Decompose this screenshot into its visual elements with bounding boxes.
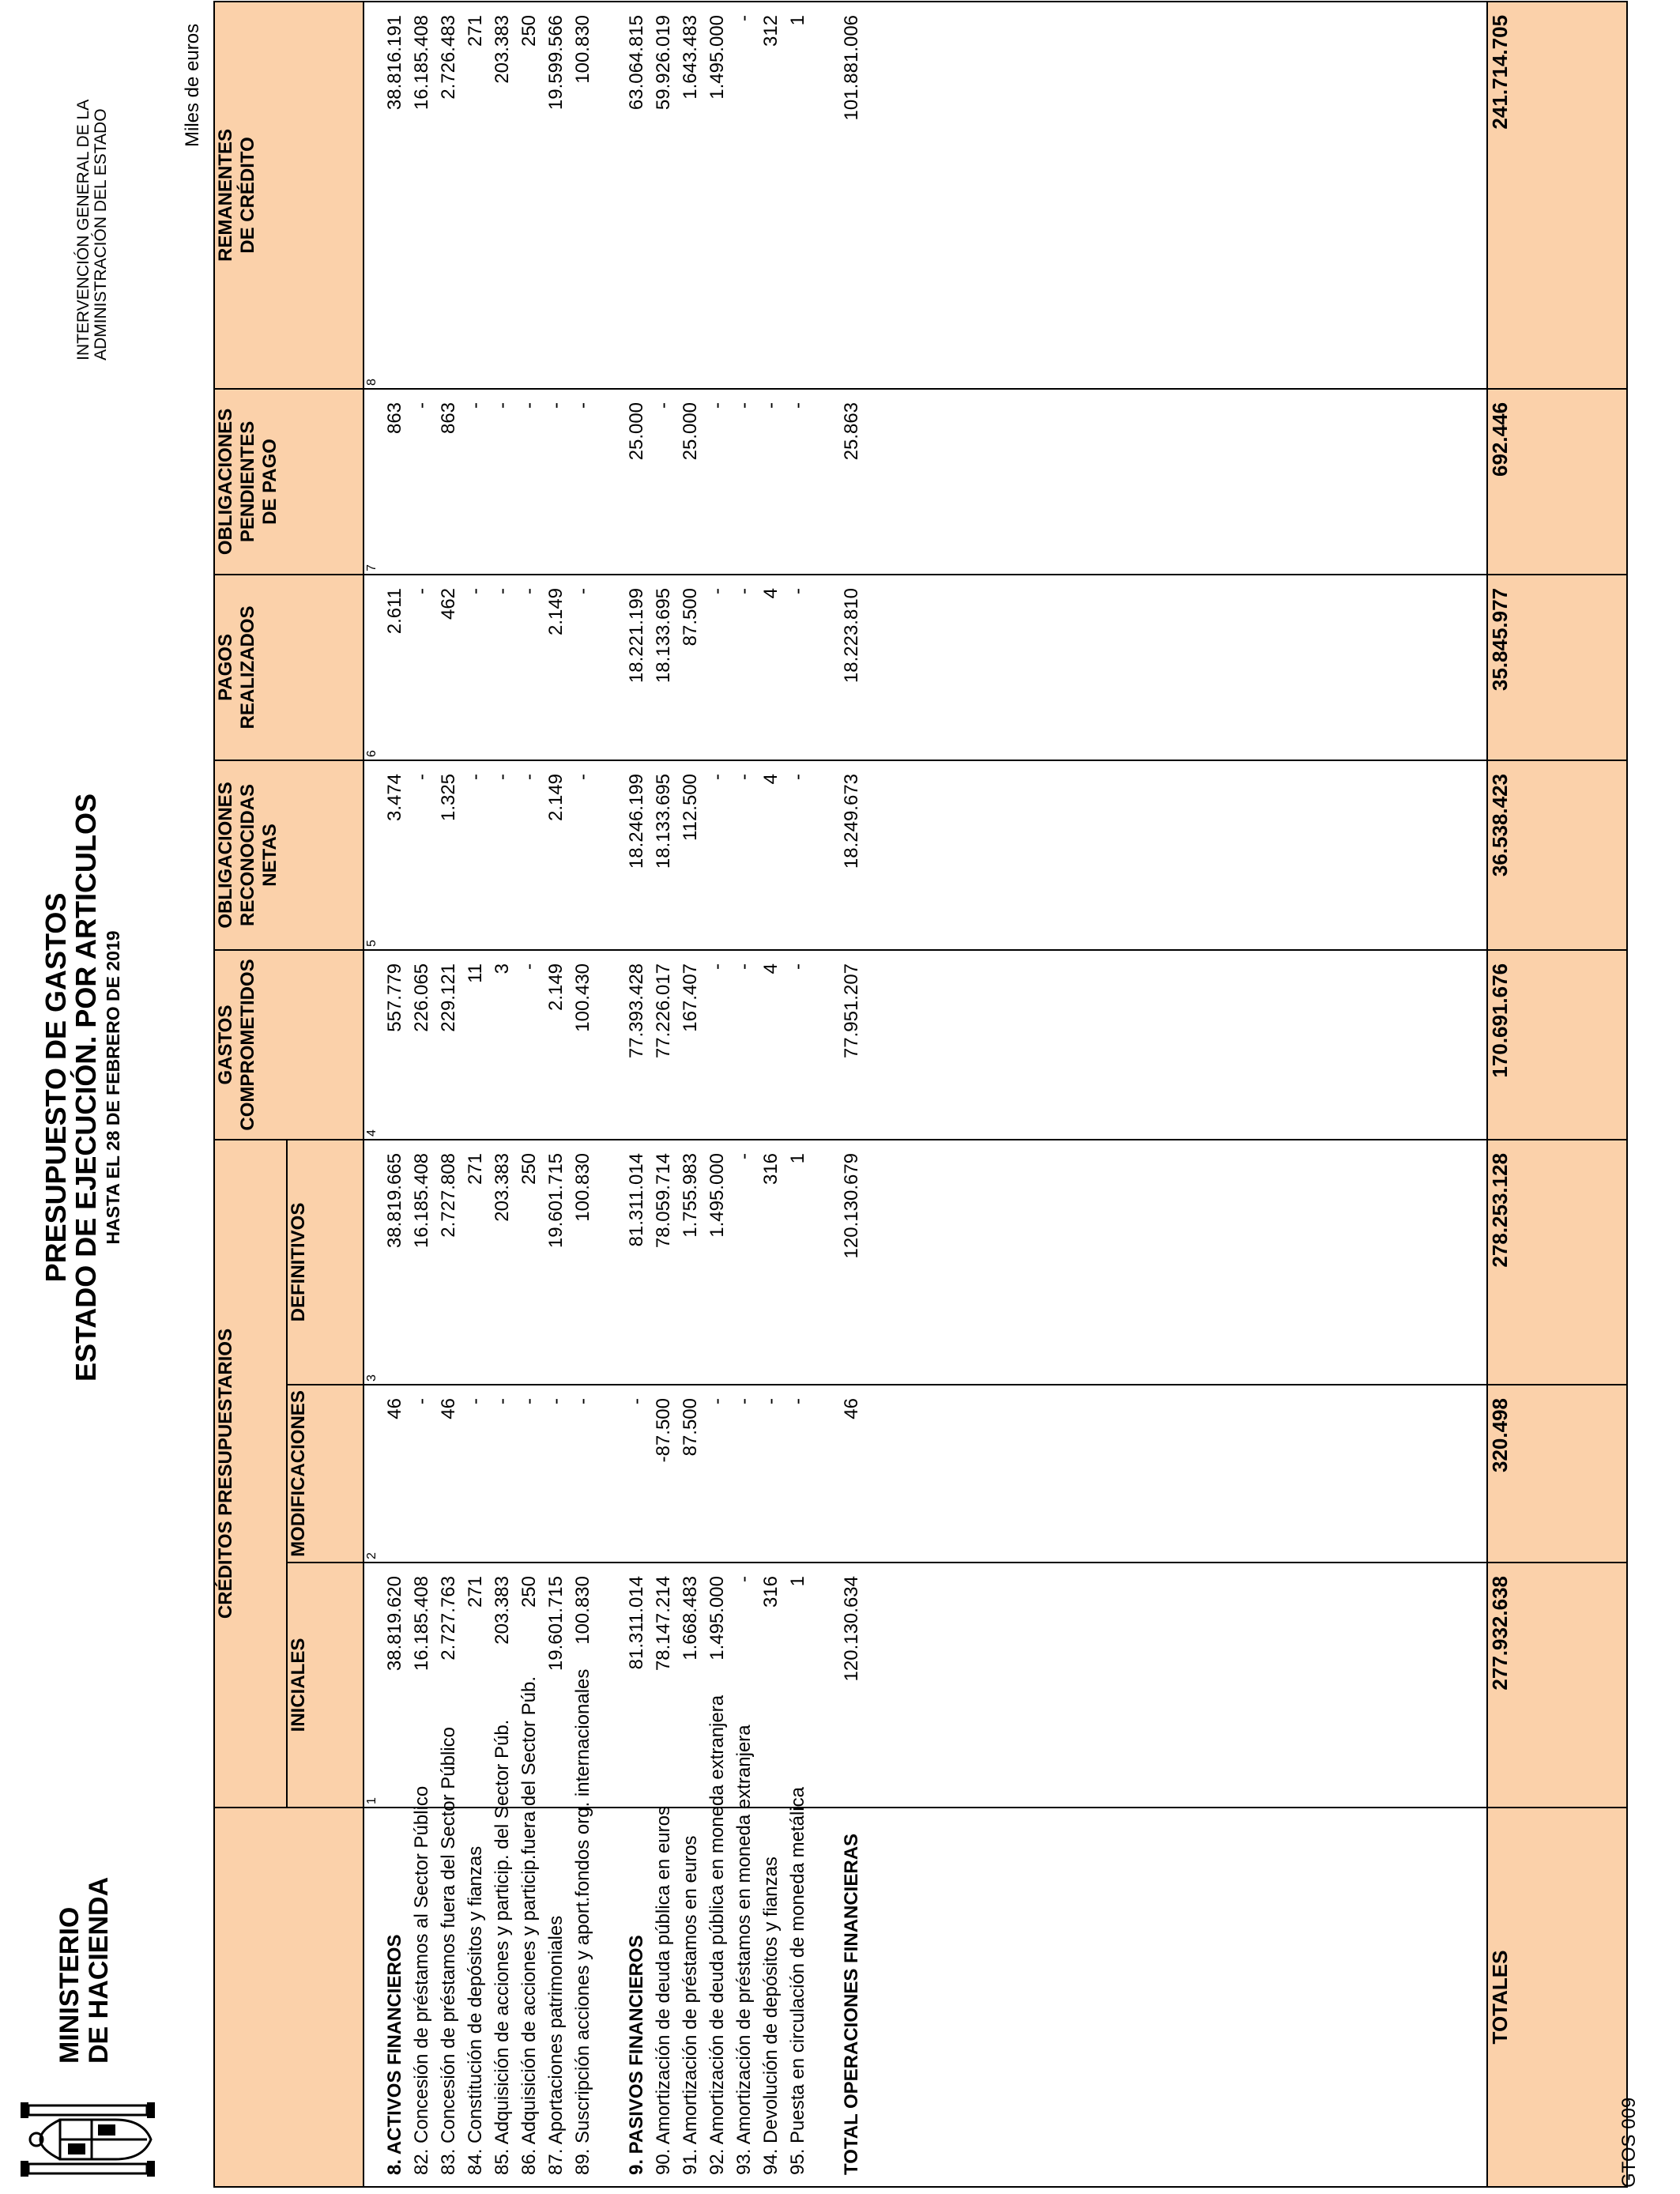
row-value: - bbox=[465, 773, 486, 780]
row-label: 85. Adquisición de acciones y particip. del Sector Púb. bbox=[492, 1719, 513, 2175]
obligaciones-column bbox=[382, 760, 1487, 950]
modificaciones-header: MODIFICACIONES bbox=[287, 1385, 363, 1563]
row-value: - bbox=[733, 773, 755, 780]
row-spacer bbox=[597, 1808, 623, 2186]
report-code: GTOS 009 bbox=[1618, 2097, 1640, 2188]
row-value: - bbox=[733, 1576, 755, 1582]
total-value: 241.714.705 bbox=[1487, 2, 1627, 389]
row-label: 90. Amortización de deuda pública en euros bbox=[653, 1806, 674, 2175]
ministry-line-2: DE HACIENDA bbox=[83, 1876, 114, 2064]
row-value: - bbox=[518, 587, 540, 594]
gastos-header-line-2: COMPROMETIDOS bbox=[237, 959, 258, 1131]
column-number-cell bbox=[363, 950, 382, 1140]
row-value: -87.500 bbox=[653, 1398, 674, 1463]
row-value: 19.599.566 bbox=[545, 14, 567, 111]
row-value: 312 bbox=[760, 14, 782, 47]
igae-name bbox=[75, 100, 110, 360]
row-value: 203.383 bbox=[492, 1152, 513, 1222]
row-label: 87. Aportaciones patrimoniales bbox=[545, 1915, 567, 2175]
row-spacer bbox=[812, 1398, 838, 1562]
column-number: 6 bbox=[365, 750, 379, 757]
row-label: 86. Adquisición de acciones y particip.fuera del Sector Púb. bbox=[518, 1676, 540, 2175]
title-line-3: HASTA EL 28 DE FEBRERO DE 2019 bbox=[102, 930, 123, 1245]
row-value: 16.185.408 bbox=[411, 1152, 432, 1249]
row-value: - bbox=[653, 401, 674, 409]
iniciales-column bbox=[382, 1563, 1487, 1808]
row-spacer bbox=[812, 1153, 838, 1384]
row-value: 77.226.017 bbox=[653, 963, 674, 1059]
row-value: 59.926.019 bbox=[653, 14, 674, 111]
row-value: 120.130.679 bbox=[841, 1152, 862, 1259]
row-value: 11 bbox=[465, 963, 486, 983]
total-value: 170.691.676 bbox=[1487, 950, 1627, 1140]
row-value: 271 bbox=[465, 1576, 486, 1608]
row-value: 229.121 bbox=[438, 963, 459, 1032]
row-value: 2.727.808 bbox=[438, 1152, 459, 1238]
row-value: 1 bbox=[787, 14, 808, 26]
column-number: 1 bbox=[365, 1797, 379, 1804]
row-value: - bbox=[411, 773, 432, 780]
row-value: 863 bbox=[384, 401, 405, 435]
row-label: 84. Constitución de depósitos y fianzas bbox=[465, 1845, 486, 2175]
pendientes-header-line-2: PENDIENTES bbox=[237, 420, 258, 543]
column-number-cell bbox=[363, 760, 382, 950]
report-title bbox=[41, 218, 124, 1957]
remanentes-column bbox=[382, 2, 1487, 389]
row-value: 203.383 bbox=[492, 14, 513, 84]
row-value: 316 bbox=[760, 1152, 782, 1186]
row-value: 78.059.714 bbox=[653, 1152, 674, 1249]
row-value: 25.863 bbox=[841, 401, 862, 461]
obligaciones-header-line-1: OBLIGACIONES bbox=[215, 782, 236, 929]
row-value: - bbox=[733, 963, 755, 970]
row-value: 120.130.634 bbox=[841, 1576, 862, 1682]
row-spacer bbox=[812, 15, 838, 388]
row-spacer bbox=[597, 1576, 623, 1807]
row-spacer bbox=[597, 1153, 623, 1384]
pendientes-header-line-3: DE PAGO bbox=[259, 439, 281, 525]
row-spacer bbox=[812, 774, 838, 949]
row-value: 1 bbox=[787, 1152, 808, 1164]
row-value: - bbox=[492, 773, 513, 780]
igae-line-2: ADMINISTRACIÓN DEL ESTADO bbox=[92, 108, 111, 360]
row-spacer bbox=[597, 15, 623, 388]
row-value: - bbox=[706, 963, 728, 970]
row-value: 38.819.665 bbox=[384, 1152, 405, 1249]
row-label: 91. Amortización de préstamos en euros bbox=[680, 1835, 701, 2175]
row-spacer bbox=[812, 402, 838, 574]
row-value: 77.393.428 bbox=[626, 963, 647, 1059]
row-value: 203.383 bbox=[492, 1576, 513, 1645]
pagos-header-line-1: PAGOS bbox=[215, 634, 236, 701]
total-value: 36.538.423 bbox=[1487, 760, 1627, 950]
row-value: 4 bbox=[760, 773, 782, 785]
totals-label: TOTALES bbox=[1487, 1808, 1627, 2187]
igae-line-1: INTERVENCIÓN GENERAL DE LA bbox=[74, 99, 92, 360]
row-value: - bbox=[572, 1398, 593, 1404]
row-value: - bbox=[626, 1398, 647, 1404]
row-value: 77.951.207 bbox=[841, 963, 862, 1059]
row-value: - bbox=[518, 401, 540, 409]
row-spacer bbox=[812, 1808, 838, 2186]
row-value: - bbox=[465, 401, 486, 409]
row-value: 87.500 bbox=[680, 587, 701, 647]
obligaciones-header-line-2: RECONOCIDAS bbox=[237, 783, 258, 926]
row-label: 95. Puesta en circulación de moneda metálica bbox=[787, 1787, 808, 2175]
row-value: 19.601.715 bbox=[545, 1576, 567, 1672]
row-label: TOTAL OPERACIONES FINANCIERAS bbox=[841, 1833, 862, 2175]
row-value: 16.185.408 bbox=[411, 1576, 432, 1672]
row-spacer bbox=[597, 1398, 623, 1562]
row-spacer bbox=[597, 402, 623, 574]
row-value: 112.500 bbox=[680, 773, 701, 841]
row-spacer bbox=[597, 774, 623, 949]
row-value: 1 bbox=[787, 1576, 808, 1587]
row-value: 18.133.695 bbox=[653, 773, 674, 869]
pendientes-header-line-1: OBLIGACIONES bbox=[215, 408, 236, 556]
row-value: - bbox=[492, 401, 513, 409]
row-value: 863 bbox=[438, 401, 459, 435]
row-value: - bbox=[572, 587, 593, 594]
row-value: 2.149 bbox=[545, 587, 567, 636]
definitivos-header: DEFINITIVOS bbox=[287, 1140, 363, 1385]
total-value: 320.498 bbox=[1487, 1385, 1627, 1563]
definitivos-column bbox=[382, 1140, 1487, 1385]
row-value: 1.755.983 bbox=[680, 1152, 701, 1238]
row-value: 100.830 bbox=[572, 14, 593, 84]
row-spacer bbox=[597, 588, 623, 760]
total-value: 278.253.128 bbox=[1487, 1140, 1627, 1385]
column-number-cell bbox=[363, 389, 382, 575]
creditos-group-header: CRÉDITOS PRESUPUESTARIOS bbox=[214, 1140, 287, 1808]
remanentes-header-line-2: DE CRÉDITO bbox=[237, 137, 258, 254]
total-value: 692.446 bbox=[1487, 389, 1627, 575]
row-value: 271 bbox=[465, 14, 486, 47]
column-number: 4 bbox=[365, 1129, 379, 1137]
concept-column bbox=[382, 1668, 1487, 2187]
header-row-1 bbox=[214, 2, 287, 2187]
row-value: 3 bbox=[492, 963, 513, 974]
row-value: - bbox=[706, 773, 728, 780]
row-value: 4 bbox=[760, 587, 782, 599]
row-value: 2.727.763 bbox=[438, 1576, 459, 1661]
row-value: 38.819.620 bbox=[384, 1576, 405, 1672]
column-number: 5 bbox=[365, 940, 379, 947]
obligaciones-header bbox=[214, 760, 363, 950]
row-value: 4 bbox=[760, 963, 782, 974]
row-value: - bbox=[760, 1398, 782, 1404]
total-value: 35.845.977 bbox=[1487, 575, 1627, 760]
modificaciones-column bbox=[382, 1385, 1487, 1563]
row-value: 250 bbox=[518, 1152, 540, 1186]
row-value: - bbox=[787, 1398, 808, 1404]
row-value: 100.430 bbox=[572, 963, 593, 1032]
column-number-cell bbox=[363, 1385, 382, 1563]
row-value: - bbox=[518, 963, 540, 970]
row-value: - bbox=[733, 401, 755, 409]
row-value: 2.611 bbox=[384, 587, 405, 635]
row-value: 1.495.000 bbox=[706, 1576, 728, 1661]
row-value: - bbox=[545, 401, 567, 409]
gastos-header bbox=[214, 950, 363, 1140]
row-value: - bbox=[733, 1398, 755, 1404]
remanentes-header-line-1: REMANENTES bbox=[215, 128, 236, 262]
row-value: 78.147.214 bbox=[653, 1576, 674, 1672]
row-value: 38.816.191 bbox=[384, 14, 405, 111]
row-value: 226.065 bbox=[411, 963, 432, 1032]
row-value: - bbox=[572, 773, 593, 780]
row-value: - bbox=[572, 401, 593, 409]
row-value: 100.830 bbox=[572, 1152, 593, 1222]
row-value: 100.830 bbox=[572, 1576, 593, 1645]
column-number-cell bbox=[363, 1808, 382, 2187]
pagos-header bbox=[214, 575, 363, 760]
row-value: 18.249.673 bbox=[841, 773, 862, 869]
row-value: 1.668.483 bbox=[680, 1576, 701, 1661]
row-value: - bbox=[411, 401, 432, 409]
row-value: 167.407 bbox=[680, 963, 701, 1032]
row-value: 19.601.715 bbox=[545, 1152, 567, 1249]
row-value: 2.149 bbox=[545, 773, 567, 822]
row-value: 2.726.483 bbox=[438, 14, 459, 100]
row-value: - bbox=[706, 587, 728, 594]
row-spacer bbox=[812, 963, 838, 1139]
row-spacer bbox=[597, 963, 623, 1139]
column-number: 3 bbox=[365, 1374, 379, 1382]
row-value: - bbox=[733, 1152, 755, 1159]
row-value: - bbox=[411, 1398, 432, 1404]
row-label: 94. Devolución de depósitos y fianzas bbox=[760, 1857, 782, 2175]
row-value: - bbox=[518, 1398, 540, 1404]
row-value: 81.311.014 bbox=[626, 1152, 647, 1247]
remanentes-header bbox=[214, 2, 363, 389]
gastos-column bbox=[382, 950, 1487, 1140]
row-label: 82. Concesión de préstamos al Sector Público bbox=[411, 1785, 432, 2175]
row-value: - bbox=[733, 14, 755, 21]
row-value: 46 bbox=[438, 1398, 459, 1419]
column-number-cell bbox=[363, 575, 382, 760]
row-value: 46 bbox=[384, 1398, 405, 1419]
pendientes-header bbox=[214, 389, 363, 575]
row-value: - bbox=[787, 587, 808, 594]
row-value: 46 bbox=[841, 1398, 862, 1419]
row-value: - bbox=[465, 1398, 486, 1404]
gastos-header-line-1: GASTOS bbox=[215, 1005, 236, 1085]
row-value: 81.311.014 bbox=[626, 1576, 647, 1670]
row-label: 9. PASIVOS FINANCIEROS bbox=[626, 1935, 647, 2175]
pagos-column bbox=[382, 575, 1487, 760]
row-value: 18.133.695 bbox=[653, 587, 674, 684]
row-value: - bbox=[411, 587, 432, 594]
row-value: 3.474 bbox=[384, 773, 405, 822]
row-value: - bbox=[787, 963, 808, 970]
pendientes-column bbox=[382, 389, 1487, 575]
column-number: 7 bbox=[365, 564, 379, 571]
totals-row bbox=[1487, 2, 1627, 2187]
coat-of-arms-icon bbox=[13, 2093, 168, 2186]
row-value: 101.881.006 bbox=[841, 14, 862, 121]
budget-table bbox=[213, 1, 1628, 2188]
row-value: - bbox=[733, 587, 755, 594]
row-value: 557.779 bbox=[384, 963, 405, 1032]
row-value: - bbox=[492, 587, 513, 594]
ministry-line-1: MINISTERIO bbox=[55, 1906, 85, 2064]
row-label: 89. Suscripción acciones y aport.fondos org. internacionales bbox=[572, 1668, 593, 2175]
title-line-1: PRESUPUESTO DE GASTOS bbox=[40, 892, 72, 1283]
row-value: - bbox=[518, 773, 540, 780]
row-value: 316 bbox=[760, 1576, 782, 1608]
row-value: - bbox=[545, 1398, 567, 1404]
column-number-row bbox=[363, 2, 382, 2187]
row-value: 1.495.000 bbox=[706, 1152, 728, 1238]
row-value: 1.643.483 bbox=[680, 14, 701, 100]
row-value: 250 bbox=[518, 14, 540, 47]
row-spacer bbox=[812, 1576, 838, 1807]
row-value: - bbox=[787, 401, 808, 409]
units-label: Miles de euros bbox=[182, 23, 203, 147]
row-value: 25.000 bbox=[680, 401, 701, 461]
iniciales-header: INICIALES bbox=[287, 1563, 363, 1808]
title-line-2: ESTADO DE EJECUCIÓN. POR ARTICULOS bbox=[69, 793, 102, 1382]
row-value: 87.500 bbox=[680, 1398, 701, 1457]
pagos-header-line-2: REALIZADOS bbox=[237, 605, 258, 729]
row-value: 25.000 bbox=[626, 401, 647, 461]
row-value: - bbox=[492, 1398, 513, 1404]
row-value: - bbox=[706, 1398, 728, 1404]
row-value: - bbox=[760, 401, 782, 409]
row-label: 92. Amortización de deuda pública en moneda extranjera bbox=[706, 1695, 728, 2175]
concept-header bbox=[214, 1808, 363, 2187]
row-spacer bbox=[812, 588, 838, 760]
column-number-cell bbox=[363, 1563, 382, 1808]
table-body-row bbox=[382, 2, 1487, 2187]
row-value: 1.495.000 bbox=[706, 14, 728, 100]
column-number: 2 bbox=[365, 1552, 379, 1559]
column-number: 8 bbox=[365, 379, 379, 386]
row-value: - bbox=[787, 773, 808, 780]
row-value: - bbox=[706, 401, 728, 409]
row-value: - bbox=[465, 587, 486, 594]
row-value: 250 bbox=[518, 1576, 540, 1608]
row-value: 2.149 bbox=[545, 963, 567, 1012]
row-value: 271 bbox=[465, 1152, 486, 1186]
row-value: 63.064.815 bbox=[626, 14, 647, 111]
row-value: 16.185.408 bbox=[411, 14, 432, 111]
column-number-cell bbox=[363, 2, 382, 389]
row-label: 93. Amortización de préstamos en moneda extranjera bbox=[733, 1725, 755, 2175]
row-value: 1.325 bbox=[438, 773, 459, 822]
row-value: 18.221.199 bbox=[626, 587, 647, 684]
row-value: 18.223.810 bbox=[841, 587, 862, 684]
row-label: 83. Concesión de préstamos fuera del Sector Público bbox=[438, 1727, 459, 2175]
row-value: 18.246.199 bbox=[626, 773, 647, 869]
row-value: 462 bbox=[438, 587, 459, 620]
obligaciones-header-line-3: NETAS bbox=[259, 824, 281, 887]
row-label: 8. ACTIVOS FINANCIEROS bbox=[384, 1934, 405, 2175]
total-value: 277.932.638 bbox=[1487, 1563, 1627, 1808]
column-number-cell bbox=[363, 1140, 382, 1385]
